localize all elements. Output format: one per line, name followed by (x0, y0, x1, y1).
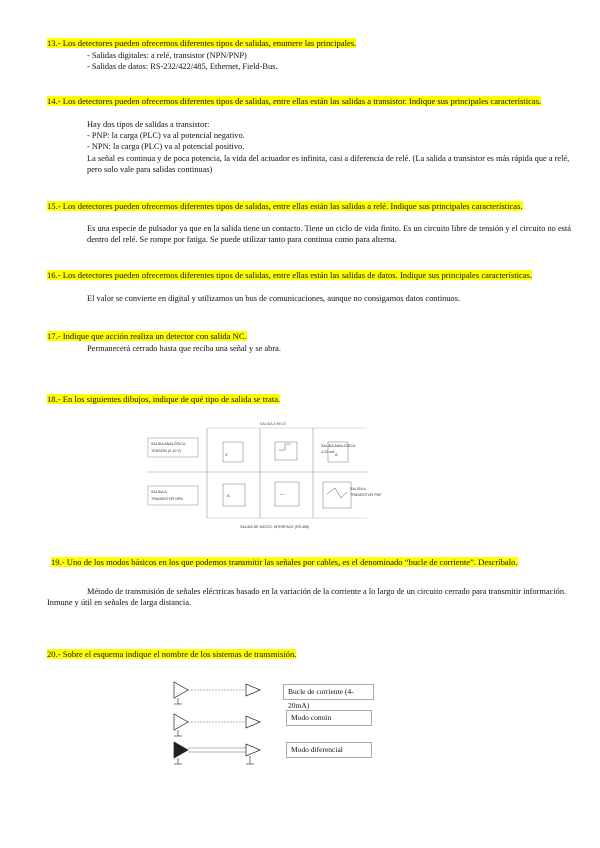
answer-17: Permanecerá cerrado hasta que reciba una señal y se abra. (87, 344, 281, 353)
label-top: SALIDA A RELÉ (260, 422, 286, 426)
answer-13-line-2: - Salidas de datos: RS-232/422/485, Ethernet, Field-Bus. (87, 62, 278, 71)
question-13-text: 13.- Los detectores pueden ofrecernos diferentes tipos de salidas, enumere las principales. (47, 38, 357, 48)
question-15 (47, 201, 547, 212)
question-15-text: 15.- Los detectores pueden ofrecernos diferentes tipos de salidas, entre ellas están las salidas a relé. Indique sus principales características. (47, 201, 523, 211)
label-right-top-2: 4-20 mA (321, 450, 335, 454)
label-left-bottom-1: SALIDA A (151, 490, 167, 494)
answer-14-line-1: Hay dos tipos de salidas a transistor: (87, 120, 210, 129)
transmission-label-1-text: Bucle de corriente (4-20mA) (288, 687, 354, 710)
question-19 (51, 557, 561, 568)
question-14-text: 14.- Los detectores pueden ofrecernos diferentes tipos de salidas, entre ellas están las salidas a transistor. Indique sus principales características. (47, 96, 542, 106)
question-18-text: 18.- En los siguientes dibujos, indique de qué tipo de salida se trata. (47, 394, 281, 404)
label-bottom: SALIDA DE DATOS, INTERFACE (RS-485) (240, 525, 310, 529)
question-17 (47, 331, 547, 342)
question-16-text: 16.- Los detectores pueden ofrecernos diferentes tipos de salidas, entre ellas están las salidas de datos. Indique sus principales características. (47, 270, 533, 280)
transmission-label-1 (283, 684, 374, 710)
question-18 (47, 394, 547, 405)
svg-text:A: A (335, 452, 338, 457)
answer-16: El valor se convierte en digital y utilizamos un bus de comunicaciones, aunque no consigamos datos continuos. (87, 294, 461, 303)
answer-14-line-4: La señal es continua y de poca potencia, la vida del actuador es infinita, casi a diferencia de relé. (La salida a transistor es más rápida que a relé, pero solo vale para salidas continuas) (87, 154, 570, 175)
transmission-label-3 (286, 742, 372, 758)
answer-14-line-3: - NPN: la carga (PLC) va al potencial positivo. (87, 142, 245, 151)
svg-text:A: A (227, 493, 230, 498)
label-left-top-1: SALIDA ANALÓGICA (151, 442, 186, 446)
label-left-bottom-2: TRANSISTOR NPN (151, 497, 183, 501)
question-20-text: 20.- Sobre el esquema indique el nombre de los sistemas de transmisión. (47, 649, 297, 659)
transmission-label-2 (286, 710, 372, 726)
transmission-label-2-text: Modo común (291, 713, 332, 722)
question-19-text: 19.- Uno de los modos básicos en los que podemos transmitir las señales por cables, es el denominado “bucle de corriente”. Descríbalo. (51, 557, 518, 567)
question-20 (47, 649, 547, 660)
question-14 (47, 96, 563, 107)
svg-text:V: V (225, 452, 228, 457)
answer-13-line-1: - Salidas digitales: a relé, transistor (NPN/PNP) (87, 51, 247, 60)
label-right-bottom-2: TRANSISTOR PNP (350, 493, 382, 497)
svg-text:—: — (280, 492, 285, 497)
label-right-bottom-1: SALIDA A (350, 487, 366, 491)
answer-19: Método de transmisión de señales eléctricas basado en la variación de la corriente a lo largo de un circuito cerrado para transmitir información. Inmune y útil en señales de larga distancia. (47, 587, 567, 608)
label-left-top-2: TENSIÓN (0-10 V) (151, 449, 181, 453)
question-17-text: 17.- Indique que acción realiza un detector con salida NC. (47, 331, 247, 341)
label-right-top-1: SALIDA ANALÓGICA (321, 444, 356, 448)
output-types-figure (145, 414, 385, 532)
question-16 (47, 270, 547, 281)
answer-14-line-2: - PNP: la carga (PLC) va al potencial negativo. (87, 131, 245, 140)
transmission-label-3-text: Modo diferencial (291, 745, 343, 754)
question-13 (47, 38, 547, 49)
answer-15: Es una especie de pulsador ya que en la salida tiene un contacto. Tiene un ciclo de vida finito. Es un circuito libre de tensión y el circuito no está dentro del relé. Se rompe por fatiga. Se puede utilizar tanto para continua como para alterna. (87, 224, 571, 245)
